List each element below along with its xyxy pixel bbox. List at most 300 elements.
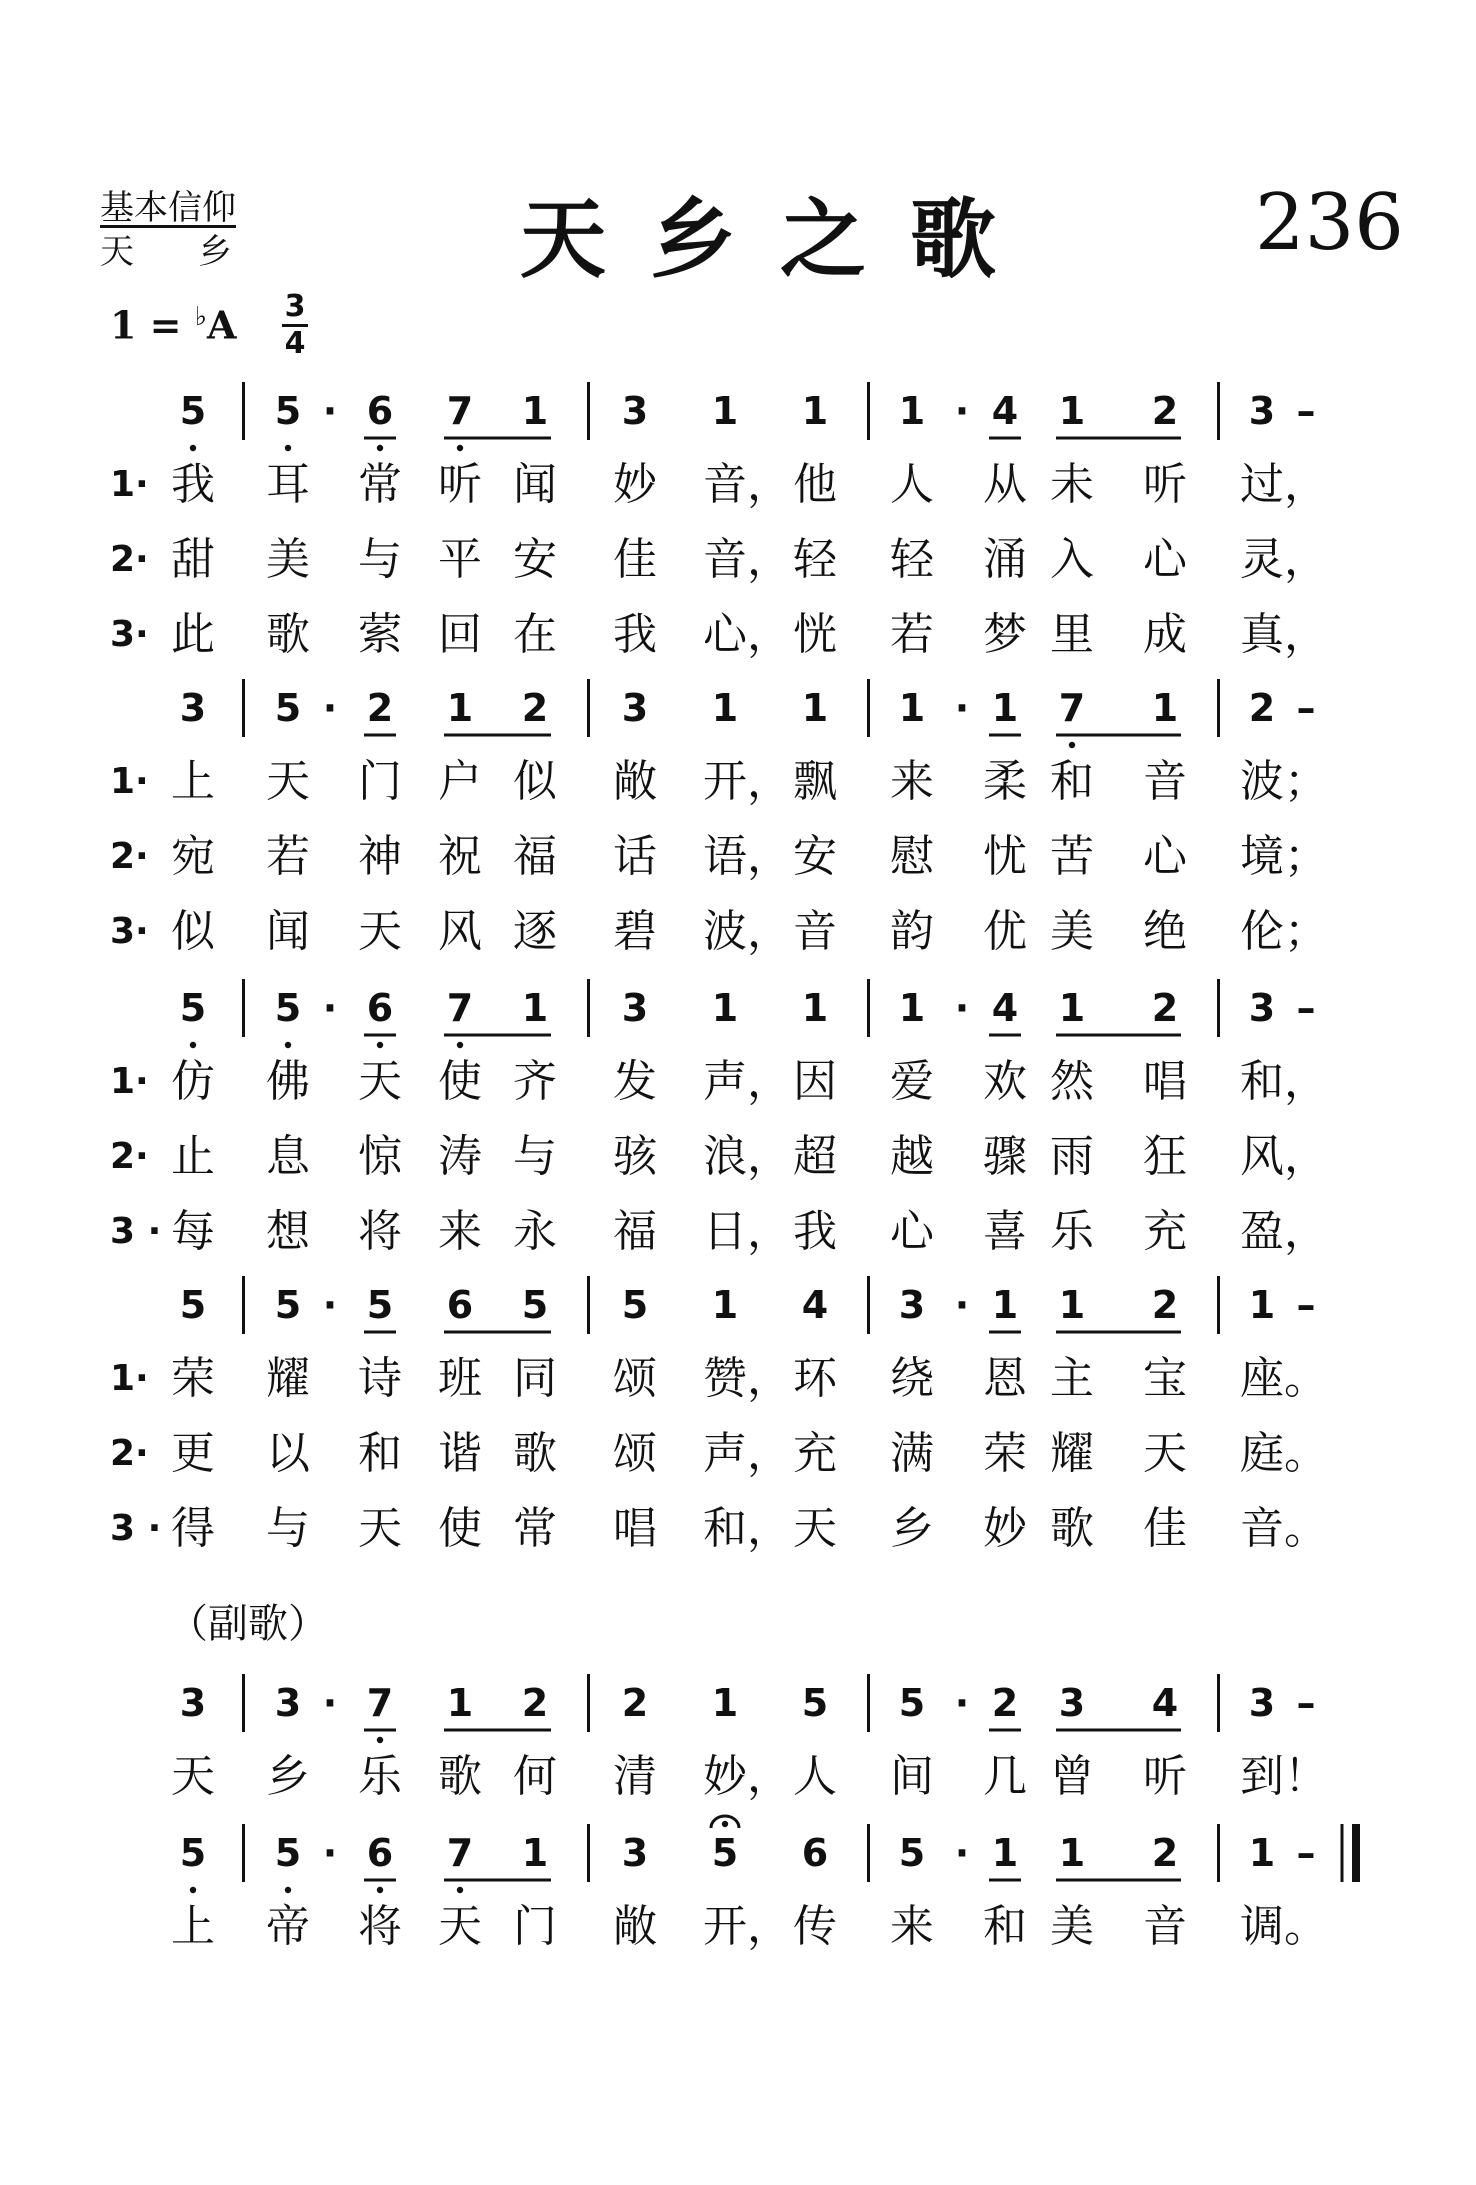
lyric-char: 柔: [983, 756, 1027, 807]
lyric-char: 谐: [438, 1428, 482, 1479]
barline: [587, 1824, 590, 1882]
jianpu-note: 7: [446, 1831, 474, 1875]
lyric-char: 恩: [983, 1353, 1027, 1404]
fermata-dot: [722, 1821, 728, 1827]
dot-duration: ·: [954, 1283, 970, 1327]
lyric-char: 佳: [1143, 1503, 1187, 1554]
jianpu-note: 7: [366, 1681, 394, 1725]
melody-row: [0, 685, 1476, 745]
hymn-number: 236: [1255, 178, 1404, 268]
lyric-char: 过，: [1240, 459, 1328, 510]
jianpu-note: 1: [898, 389, 926, 433]
lyric-char: 在: [513, 609, 557, 660]
jianpu-note: 5: [898, 1681, 926, 1725]
verse-number: 3·: [110, 911, 149, 952]
lyric-char: 佛: [266, 1056, 310, 1107]
flat-sign-icon: ♭: [194, 302, 208, 332]
jianpu-note: 5: [179, 986, 207, 1030]
lyric-char: 庭。: [1240, 1428, 1328, 1479]
lyric-char: 到！: [1240, 1751, 1328, 1802]
lyric-char: 天: [171, 1751, 215, 1802]
jianpu-note: 1: [446, 686, 474, 730]
lyric-char: 闻: [513, 459, 557, 510]
lyric-line: [0, 608, 1476, 668]
lyric-char: 成: [1143, 609, 1187, 660]
lyric-char: 和，: [1240, 1056, 1328, 1107]
lyric-char: 灵，: [1240, 534, 1328, 585]
barline: [867, 382, 870, 440]
lyric-char: 雨: [1050, 1131, 1094, 1182]
lyric-line: [0, 1750, 1476, 1810]
lyric-char: 宛: [171, 831, 215, 882]
barline: [1217, 382, 1220, 440]
lyric-char: 与: [513, 1131, 557, 1182]
lyric-char: 颂: [613, 1428, 657, 1479]
jianpu-note: 6: [366, 986, 394, 1030]
lyric-char: 和: [1050, 756, 1094, 807]
dash-duration: –: [1296, 389, 1316, 433]
lyric-char: 音，: [703, 534, 791, 585]
jianpu-note: 1: [1248, 1831, 1276, 1875]
lyric-char: 涛: [438, 1131, 482, 1182]
barline: [867, 679, 870, 737]
lyric-char: 美: [1050, 1901, 1094, 1952]
lyric-char: 发: [613, 1056, 657, 1107]
lyric-char: 心，: [703, 609, 791, 660]
lyric-char: 天: [358, 906, 402, 957]
lyric-char: 耀: [266, 1353, 310, 1404]
lyric-char: 齐: [513, 1056, 557, 1107]
verse-number: 1·: [110, 1061, 149, 1102]
jianpu-note: 5: [898, 1831, 926, 1875]
lyric-char: 和，: [703, 1503, 791, 1554]
lyric-char: 若: [890, 609, 934, 660]
lyric-char: 几: [983, 1751, 1027, 1802]
category-label: 基本信仰: [100, 188, 236, 228]
jianpu-note: 2: [1151, 1283, 1179, 1327]
lyric-char: 狂: [1143, 1131, 1187, 1182]
jianpu-note: 3: [898, 1283, 926, 1327]
melody-row: [0, 1680, 1476, 1740]
lyric-char: 乡: [890, 1503, 934, 1554]
song-title: 天乡之歌: [520, 190, 1040, 290]
lyric-char: 更: [171, 1428, 215, 1479]
lyric-char: 波，: [703, 906, 791, 957]
lyric-char: 荣: [983, 1428, 1027, 1479]
jianpu-note: 5: [179, 389, 207, 433]
lyric-char: 与: [358, 534, 402, 585]
lyric-char: 满: [890, 1428, 934, 1479]
lyric-char: 歌: [1050, 1503, 1094, 1554]
jianpu-note: 3: [621, 1831, 649, 1875]
barline: [587, 679, 590, 737]
jianpu-note: 1: [801, 686, 829, 730]
lyric-char: 来: [438, 1206, 482, 1257]
lyric-char: 绕: [890, 1353, 934, 1404]
jianpu-note: 3: [1248, 1681, 1276, 1725]
jianpu-note: 5: [274, 389, 302, 433]
lyric-char: 轻: [890, 534, 934, 585]
lyric-char: 帝: [266, 1901, 310, 1952]
lyric-line: [0, 1427, 1476, 1487]
barline: [1217, 1276, 1220, 1334]
lyric-char: 此: [171, 609, 215, 660]
lyric-char: 仿: [171, 1056, 215, 1107]
lyric-char: 将: [358, 1901, 402, 1952]
lyric-char: 语，: [703, 831, 791, 882]
lyric-char: 若: [266, 831, 310, 882]
lyric-line: [0, 1352, 1476, 1412]
lyric-char: 天: [266, 756, 310, 807]
dash-duration: –: [1296, 1283, 1316, 1327]
lyric-line: [0, 1055, 1476, 1115]
dot-duration: ·: [322, 1831, 338, 1875]
subcategory-label: 天乡: [100, 232, 296, 272]
lyric-char: 敞: [613, 1901, 657, 1952]
lyric-char: 未: [1050, 459, 1094, 510]
lyric-char: 飘: [793, 756, 837, 807]
jianpu-note: 3: [179, 1681, 207, 1725]
barline: [587, 979, 590, 1037]
jianpu-note: 5: [801, 1681, 829, 1725]
lyric-char: 来: [890, 1901, 934, 1952]
barline: [242, 1674, 245, 1732]
lyric-char: 音: [1143, 1901, 1187, 1952]
lyric-char: 天: [358, 1503, 402, 1554]
lyric-char: 诗: [358, 1353, 402, 1404]
jianpu-note: 2: [1151, 1831, 1179, 1875]
key-note: A: [207, 302, 237, 348]
key-prefix: 1 =: [110, 302, 195, 348]
lyric-char: 安: [513, 534, 557, 585]
jianpu-note: 3: [621, 686, 649, 730]
lyric-char: 来: [890, 756, 934, 807]
verse-number: 2·: [110, 836, 149, 877]
lyric-char: 颂: [613, 1353, 657, 1404]
lyric-char: 话: [613, 831, 657, 882]
lyric-char: 天: [358, 1056, 402, 1107]
lyric-char: 妙: [983, 1503, 1027, 1554]
lyric-char: 音: [1143, 756, 1187, 807]
lyric-char: 充: [1143, 1206, 1187, 1257]
jianpu-note: 6: [446, 1283, 474, 1327]
lyric-char: 得: [171, 1503, 215, 1554]
lyric-char: 甜: [171, 534, 215, 585]
lyric-char: 乐: [1050, 1206, 1094, 1257]
lyric-char: 开，: [703, 1901, 791, 1952]
lyric-char: 佳: [613, 534, 657, 585]
verse-number: 1·: [110, 761, 149, 802]
lyric-char: 优: [983, 906, 1027, 957]
lyric-char: 超: [793, 1131, 837, 1182]
lyric-char: 神: [358, 831, 402, 882]
lyric-char: 传: [793, 1901, 837, 1952]
lyric-char: 调。: [1240, 1901, 1328, 1952]
lyric-char: 妙，: [703, 1751, 791, 1802]
jianpu-note: 2: [1151, 986, 1179, 1030]
dot-duration: ·: [954, 1831, 970, 1875]
jianpu-note: 2: [521, 686, 549, 730]
jianpu-note: 3: [179, 686, 207, 730]
jianpu-note: 2: [521, 1681, 549, 1725]
lyric-char: 我: [171, 459, 215, 510]
verse-number: 2·: [110, 539, 149, 580]
jianpu-note: 1: [1058, 1831, 1086, 1875]
dot-duration: ·: [322, 1681, 338, 1725]
lyric-char: 常: [358, 459, 402, 510]
lyric-char: 和: [358, 1428, 402, 1479]
melody-row: [0, 1282, 1476, 1342]
jianpu-note: 5: [179, 1283, 207, 1327]
lyric-char: 歌: [513, 1428, 557, 1479]
dot-duration: ·: [954, 1681, 970, 1725]
barline: [242, 679, 245, 737]
jianpu-note: 1: [1151, 686, 1179, 730]
lyric-char: 耀: [1050, 1428, 1094, 1479]
time-signature: [282, 289, 308, 361]
lyric-char: 我: [793, 1206, 837, 1257]
barline: [867, 1824, 870, 1882]
lyric-char: 心: [890, 1206, 934, 1257]
jianpu-note: 1: [711, 986, 739, 1030]
jianpu-note: 6: [366, 389, 394, 433]
lyric-char: 宝: [1143, 1353, 1187, 1404]
dot-duration: ·: [954, 389, 970, 433]
jianpu-note: 2: [366, 686, 394, 730]
lyric-char: 心: [1143, 831, 1187, 882]
jianpu-note: 1: [1248, 1283, 1276, 1327]
jianpu-note: 3: [621, 389, 649, 433]
lyric-char: 唱: [613, 1503, 657, 1554]
lyric-char: 赞，: [703, 1353, 791, 1404]
jianpu-note: 7: [446, 389, 474, 433]
jianpu-note: 3: [1058, 1681, 1086, 1725]
verse-number: 1·: [110, 464, 149, 505]
lyric-line: [0, 1130, 1476, 1190]
verse-number: 2·: [110, 1433, 149, 1474]
lyric-char: 和: [983, 1901, 1027, 1952]
verse-number: 3·: [110, 614, 149, 655]
lyric-char: 曾: [1050, 1751, 1094, 1802]
barline: [867, 1276, 870, 1334]
jianpu-note: 1: [711, 1681, 739, 1725]
jianpu-note: 2: [1151, 389, 1179, 433]
lyric-char: 真，: [1240, 609, 1328, 660]
lyric-char: 祝: [438, 831, 482, 882]
barline: [1217, 979, 1220, 1037]
lyric-char: 似: [171, 906, 215, 957]
lyric-line: [0, 1502, 1476, 1562]
dash-duration: –: [1296, 1831, 1316, 1875]
lyric-char: 伦；: [1240, 906, 1328, 957]
lyric-char: 常: [513, 1503, 557, 1554]
lyric-char: 美: [266, 534, 310, 585]
lyric-char: 门: [358, 756, 402, 807]
lyric-char: 境；: [1240, 831, 1328, 882]
barline: [242, 979, 245, 1037]
barline: [1217, 1674, 1220, 1732]
lyric-line: [0, 1900, 1476, 1960]
lyric-char: 使: [438, 1056, 482, 1107]
jianpu-note: 5: [711, 1831, 739, 1875]
dash-duration: –: [1296, 686, 1316, 730]
jianpu-note: 1: [991, 1283, 1019, 1327]
lyric-char: 音: [793, 906, 837, 957]
jianpu-note: 2: [621, 1681, 649, 1725]
barline: [587, 382, 590, 440]
lyric-char: 开，: [703, 756, 791, 807]
lyric-char: 欢: [983, 1056, 1027, 1107]
lyric-char: 天: [1143, 1428, 1187, 1479]
lyric-char: 乡: [266, 1751, 310, 1802]
barline: [867, 1674, 870, 1732]
jianpu-note: 3: [274, 1681, 302, 1725]
barline: [1217, 1824, 1220, 1882]
lyric-char: 碧: [613, 906, 657, 957]
lyric-char: 耳: [266, 459, 310, 510]
lyric-char: 人: [890, 459, 934, 510]
lyric-char: 歌: [266, 609, 310, 660]
barline: [587, 1674, 590, 1732]
lyric-char: 以: [266, 1428, 310, 1479]
dot-duration: ·: [954, 986, 970, 1030]
lyric-char: 风: [438, 906, 482, 957]
jianpu-note: 1: [991, 1831, 1019, 1875]
lyric-char: 波；: [1240, 756, 1328, 807]
lyric-char: 心: [1143, 534, 1187, 585]
lyric-char: 声，: [703, 1056, 791, 1107]
lyric-char: 恍: [793, 609, 837, 660]
lyric-char: 福: [513, 831, 557, 882]
jianpu-note: 1: [521, 389, 549, 433]
lyric-char: 越: [890, 1131, 934, 1182]
lyric-char: 息: [266, 1131, 310, 1182]
lyric-char: 座。: [1240, 1353, 1328, 1404]
jianpu-note: 1: [801, 986, 829, 1030]
jianpu-note: 5: [366, 1283, 394, 1327]
lyric-char: 萦: [358, 609, 402, 660]
jianpu-note: 7: [446, 986, 474, 1030]
jianpu-note: 5: [274, 986, 302, 1030]
lyric-char: 使: [438, 1503, 482, 1554]
jianpu-note: 3: [621, 986, 649, 1030]
jianpu-note: 5: [274, 1831, 302, 1875]
verse-number: 3 ·: [110, 1508, 162, 1549]
lyric-char: 敞: [613, 756, 657, 807]
lyric-char: 充: [793, 1428, 837, 1479]
lyric-char: 逐: [513, 906, 557, 957]
lyric-char: 音。: [1240, 1503, 1328, 1554]
lyric-char: 清: [613, 1751, 657, 1802]
jianpu-note: 7: [1058, 686, 1086, 730]
lyric-line: [0, 830, 1476, 890]
melody-row: [0, 388, 1476, 448]
lyric-char: 环: [793, 1353, 837, 1404]
lyric-line: [0, 533, 1476, 593]
lyric-char: 人: [793, 1751, 837, 1802]
barline: [242, 1276, 245, 1334]
lyric-char: 入: [1050, 534, 1094, 585]
lyric-char: 美: [1050, 906, 1094, 957]
verse-number: 1·: [110, 1358, 149, 1399]
lyric-char: 音，: [703, 459, 791, 510]
jianpu-note: 1: [1058, 1283, 1086, 1327]
jianpu-note: 1: [991, 686, 1019, 730]
lyric-char: 回: [438, 609, 482, 660]
lyric-char: 户: [438, 756, 482, 807]
lyric-char: 每: [171, 1206, 215, 1257]
melody-row: [0, 985, 1476, 1045]
lyric-line: [0, 755, 1476, 815]
lyric-char: 想: [266, 1206, 310, 1257]
lyric-char: 将: [358, 1206, 402, 1257]
jianpu-note: 1: [521, 986, 549, 1030]
jianpu-note: 6: [801, 1831, 829, 1875]
lyric-char: 妙: [613, 459, 657, 510]
lyric-char: 爱: [890, 1056, 934, 1107]
lyric-char: 梦: [983, 609, 1027, 660]
jianpu-note: 1: [1058, 389, 1086, 433]
lyric-char: 歌: [438, 1751, 482, 1802]
dot-duration: ·: [322, 389, 338, 433]
key-signature: [110, 302, 237, 348]
dash-duration: –: [1296, 986, 1316, 1030]
lyric-char: 涌: [983, 534, 1027, 585]
barline: [867, 979, 870, 1037]
dot-duration: ·: [322, 686, 338, 730]
lyric-char: 平: [438, 534, 482, 585]
jianpu-note: 2: [991, 1681, 1019, 1725]
dot-duration: ·: [322, 1283, 338, 1327]
jianpu-note: 1: [1058, 986, 1086, 1030]
lyric-char: 闻: [266, 906, 310, 957]
lyric-char: 止: [171, 1131, 215, 1182]
jianpu-note: 6: [366, 1831, 394, 1875]
lyric-char: 声，: [703, 1428, 791, 1479]
lyric-char: 听: [1143, 459, 1187, 510]
lyric-char: 唱: [1143, 1056, 1187, 1107]
jianpu-note: 3: [1248, 986, 1276, 1030]
lyric-char: 福: [613, 1206, 657, 1257]
jianpu-note: 5: [274, 1283, 302, 1327]
barline: [242, 382, 245, 440]
jianpu-note: 2: [1248, 686, 1276, 730]
jianpu-note: 3: [1248, 389, 1276, 433]
lyric-char: 喜: [983, 1206, 1027, 1257]
jianpu-note: 1: [711, 1283, 739, 1327]
jianpu-note: 1: [446, 1681, 474, 1725]
lyric-char: 绝: [1143, 906, 1187, 957]
jianpu-note: 1: [898, 986, 926, 1030]
lyric-char: 间: [890, 1751, 934, 1802]
dot-duration: ·: [322, 986, 338, 1030]
lyric-char: 慰: [890, 831, 934, 882]
lyric-line: [0, 905, 1476, 965]
lyric-char: 韵: [890, 906, 934, 957]
jianpu-note: 1: [711, 389, 739, 433]
lyric-char: 天: [793, 1503, 837, 1554]
jianpu-note: 5: [621, 1283, 649, 1327]
time-numerator: 3: [284, 289, 306, 324]
lyric-char: 我: [613, 609, 657, 660]
lyric-char: 浪，: [703, 1131, 791, 1182]
lyric-char: 他: [793, 459, 837, 510]
jianpu-note: 1: [521, 1831, 549, 1875]
lyric-char: 日，: [703, 1206, 791, 1257]
lyric-char: 天: [438, 1901, 482, 1952]
lyric-char: 然: [1050, 1056, 1094, 1107]
dash-duration: –: [1296, 1681, 1316, 1725]
